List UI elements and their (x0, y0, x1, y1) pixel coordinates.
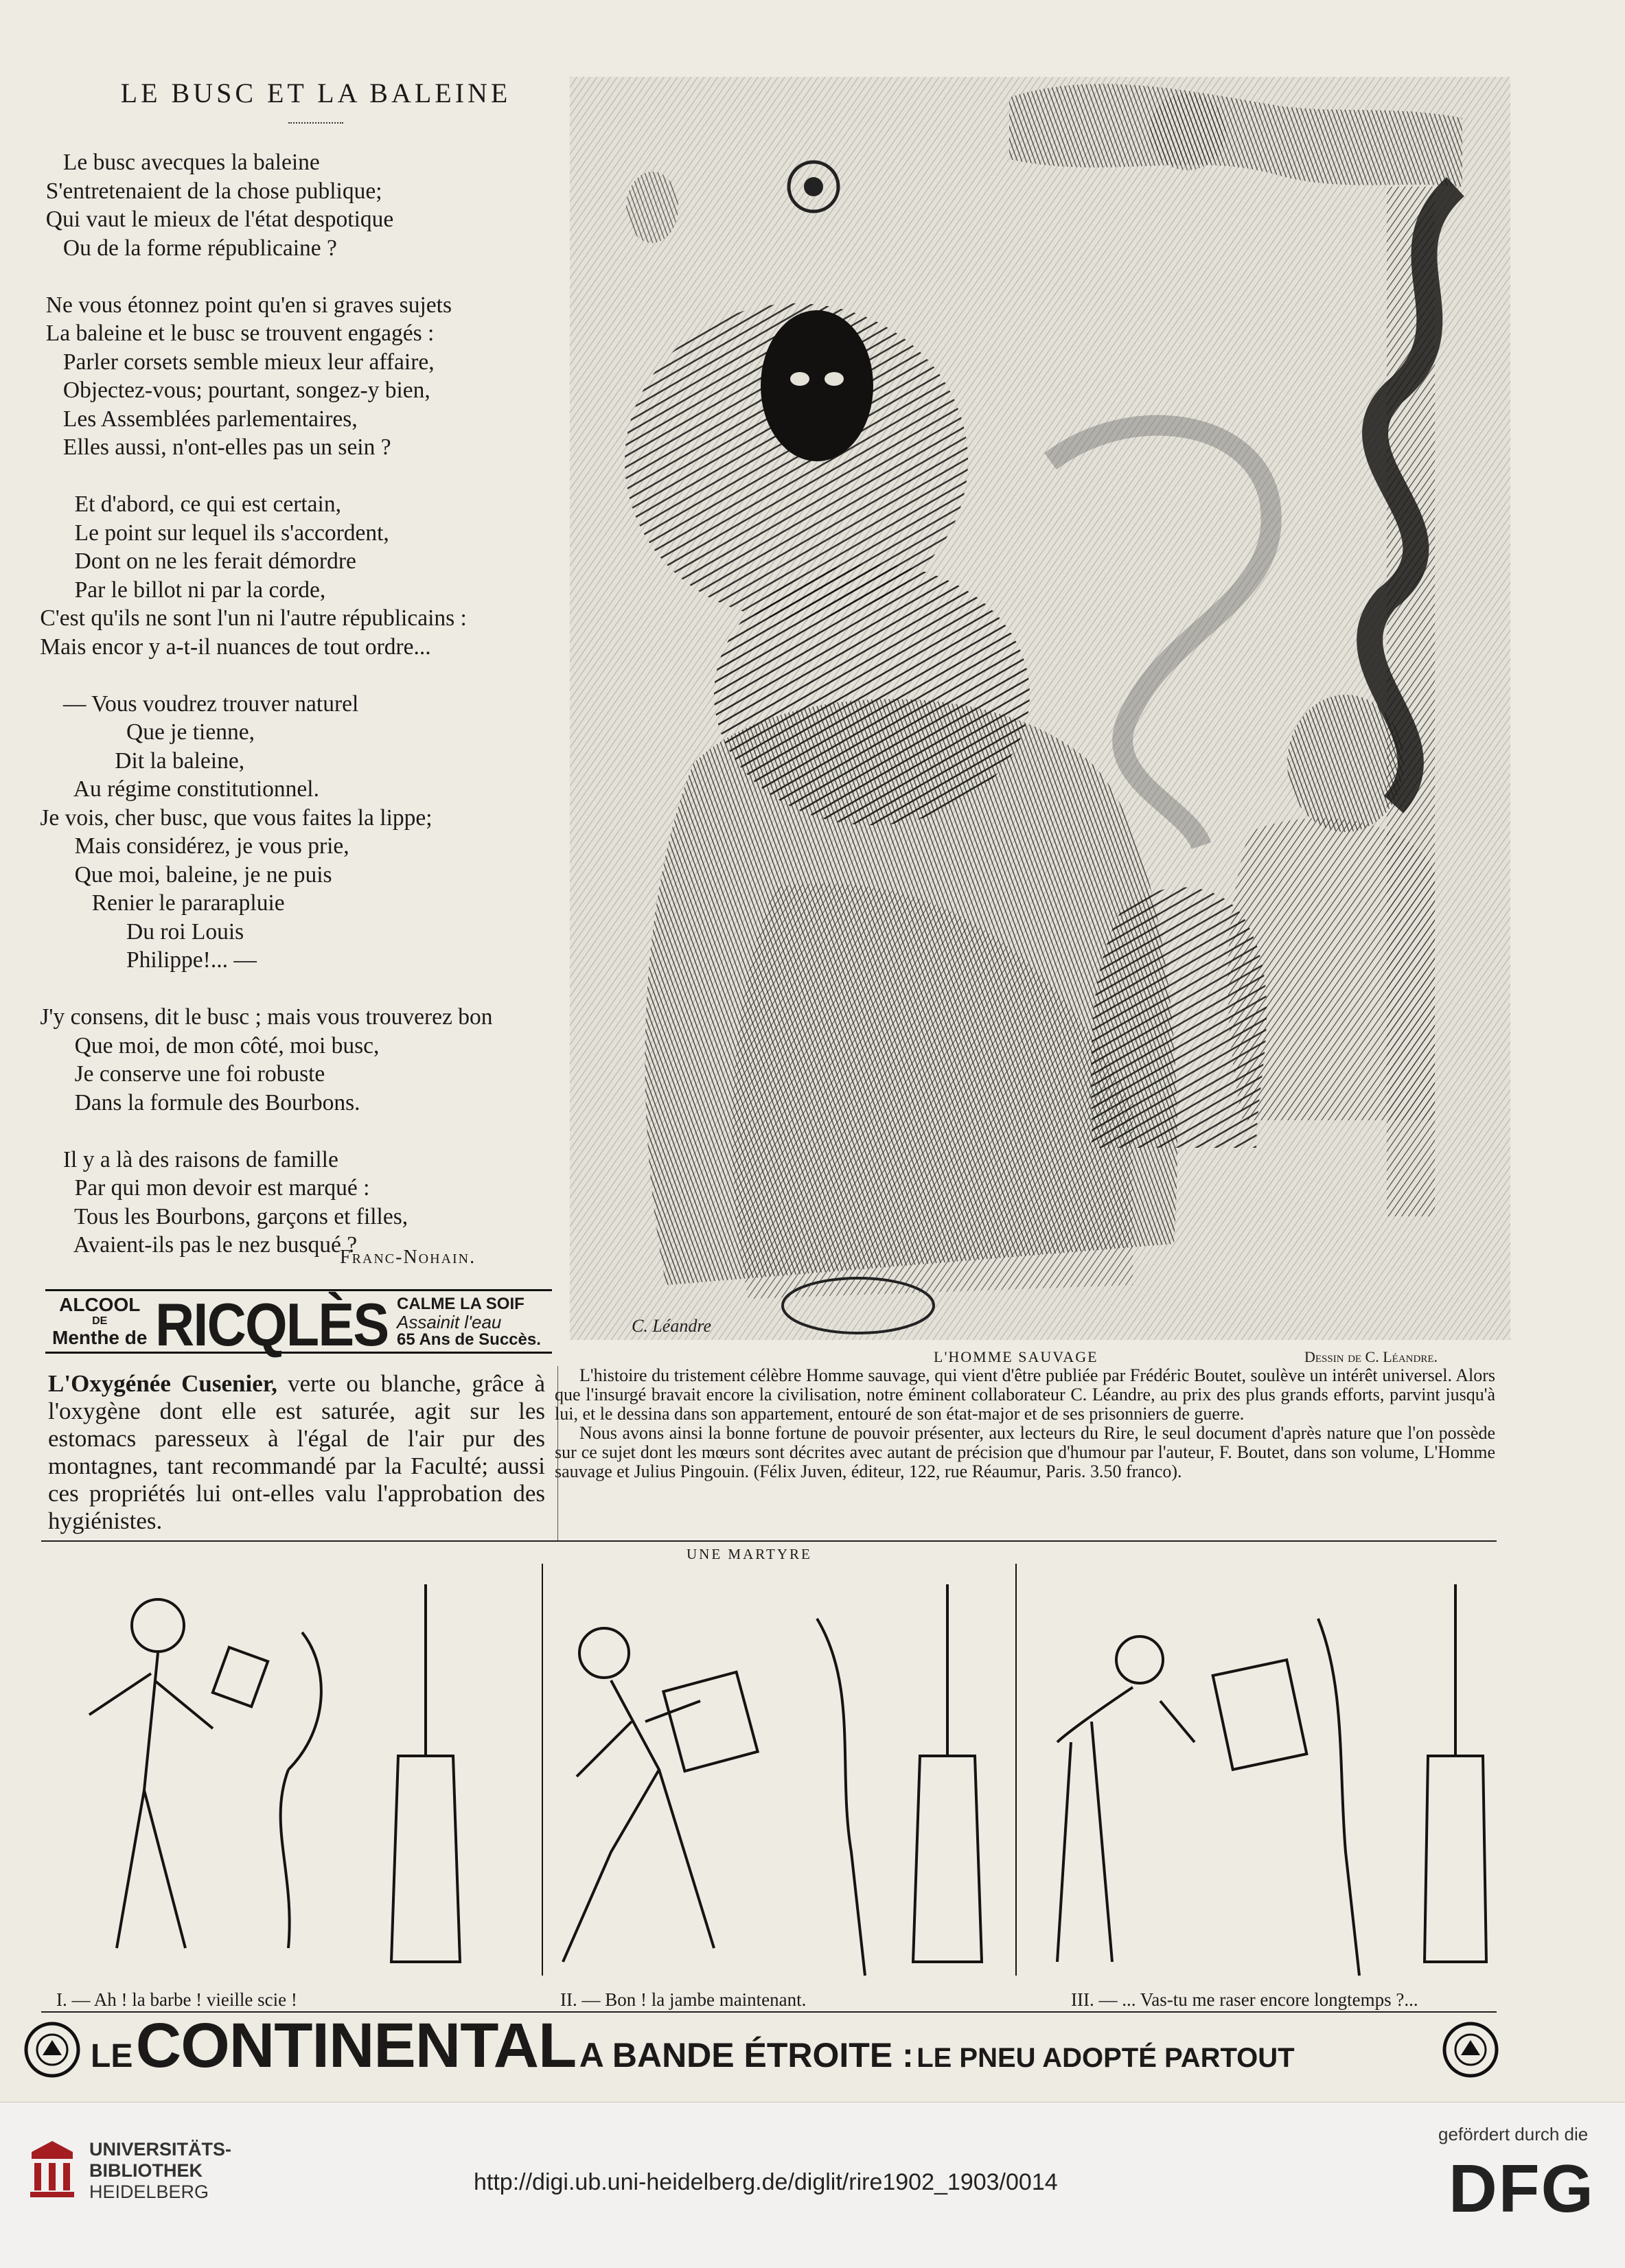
small-man-top (1149, 93, 1226, 170)
poem-line: Je conserve une foi robuste (34, 1061, 325, 1087)
poem-line: Par qui mon devoir est marqué : (34, 1175, 370, 1201)
poem-line: Qui vaut le mieux de l'état despotique (34, 207, 394, 232)
comic-panel-1 (89, 1584, 460, 1962)
poem-line: Dont on ne les ferait démordre (34, 548, 356, 574)
illustration-credit: Dessin de C. Léandre. (1304, 1348, 1438, 1365)
poem-line: Ou de la forme républicaine ? (34, 235, 337, 261)
poem-line: Tous les Bourbons, garçons et filles, (34, 1203, 408, 1229)
poem-line: J'y consens, dit le busc ; mais vous trouverez bon (34, 1004, 493, 1030)
poem-line: Mais considérez, je vous prie, (34, 833, 349, 859)
permalink-url[interactable]: http://digi.ub.uni-heidelberg.de/diglit/rire1902_1903/0014 (474, 2169, 1058, 2195)
poem-line: Par le billot ni par la corde, (34, 577, 326, 603)
poem-line: Objectez-vous; pourtant, songez-y bien, (34, 378, 430, 403)
homme-sauvage-illustration (570, 77, 1510, 1340)
title-ornament (288, 122, 343, 124)
library-name-line-1: UNIVERSITÄTS- (89, 2139, 232, 2160)
poem-line: La baleine et le busc se trouvent engagés : (34, 321, 435, 346)
ricqles-de: DE (92, 1315, 108, 1327)
comic-caption-3: III. — ... Vas-tu me raser encore longtemps ?... (1071, 1989, 1418, 2010)
old-man-head (1287, 695, 1404, 832)
comic-panel-2 (542, 1564, 982, 1976)
poem-line (34, 462, 584, 491)
comic-caption-2: II. — Bon ! la jambe maintenant. (560, 1989, 807, 2010)
ricqles-brand: RICQLÈS (155, 1291, 389, 1358)
section-divider (41, 1540, 1497, 1542)
poem-line: Philippe!... — (34, 947, 257, 973)
poem-line: S'entretenaient de la chose publique; (34, 178, 382, 204)
poem-line: Dit la baleine, (34, 748, 245, 774)
poem-line: Le busc avecques la baleine (34, 150, 320, 175)
creature (1091, 888, 1267, 1148)
poem-line: Au régime constitutionnel. (34, 776, 319, 802)
comic-title: UNE MARTYRE (687, 1546, 812, 1562)
ricqles-left-text (52, 1294, 148, 1348)
continental-middle: A BANDE ÉTROITE : (579, 2036, 914, 2074)
ricqles-alcool: ALCOOL (59, 1294, 141, 1315)
library-name (89, 2139, 231, 2203)
library-name-line-2: BIBLIOTHEK (89, 2160, 203, 2181)
illustration-caption (555, 1366, 1495, 1481)
caption-paragraph-1: L'histoire du tristement célèbre Homme sauvage, qui vient d'être publiée par Frédéric Boutet, soulève un intérêt universel. Alors que l'insurgé bravait encore la civilisation, notre éminent collaborateur C. Léandre, au prix des plus grands efforts, parvint jusqu'à lui, et le dessina dans son appartement, entouré de son état-major et de ses prisonniers de guerre. (555, 1365, 1495, 1424)
funded-by-label: gefördert durch die (1438, 2124, 1589, 2144)
poem-line: Que moi, de mon côté, moi busc, (34, 1032, 380, 1058)
oxygenee-text: verte ou blanche, grâce à l'oxygène dont elle est saturée, agit sur les estomacs paresseux à l'égal de l'air pur des montagnes, tant recommandé par la Faculté; aussi ces propriétés lui ont-elles valu l'approbation des hygiénistes. (48, 1370, 545, 1534)
ricqles-advertisement (45, 1289, 552, 1358)
poem-line (34, 661, 584, 690)
poem-line: Renier le pararapluie (34, 890, 285, 916)
poem-line: Du roi Louis (34, 918, 244, 945)
continental-logo-right (1442, 2021, 1499, 2079)
poem-line: Parler corsets semble mieux leur affaire, (34, 349, 435, 375)
continental-advertisement (91, 2010, 1295, 2082)
continental-logo-left (23, 2021, 81, 2079)
poem-line: Mais encor y a-t-il nuances de tout ordre... (34, 634, 431, 660)
continental-tail: LE PNEU ADOPTÉ PARTOUT (917, 2043, 1295, 2073)
library-name-line-3: HEIDELBERG (89, 2182, 209, 2202)
continental-brand: CONTINENTAL (135, 2011, 577, 2081)
poem-body (34, 148, 584, 1260)
comic-caption-1: I. — Ah ! la barbe ! vieille scie ! (56, 1989, 297, 2010)
poem-line: Avaient-ils pas le nez busqué ? (34, 1232, 358, 1258)
ricqles-assainit: Assainit l'eau (397, 1312, 502, 1332)
poem-line: Je vois, cher busc, que vous faites la lippe; (34, 805, 433, 831)
poem-line: Et d'abord, ce qui est certain, (34, 491, 341, 517)
poem-line: Il y a là des raisons de famille (34, 1146, 338, 1172)
poem-line: Que moi, baleine, je ne puis (34, 861, 332, 888)
illustration-title: L'HOMME SAUVAGE (934, 1348, 1098, 1365)
caption-paragraph-2: Nous avons ainsi la bonne fortune de pouvoir présenter, aux lecteurs du Rire, le seul document d'après nature que l'on possède sur ce sujet dont les mœurs sont décrites avec autant de précision que d'humour par l'auteur, F. Boutet, dans son volume, L'Homme sauvage et Julius Pingouin. (Félix Juven, éditeur, 122, rue Réaumur, Paris. 3.50 franco). (555, 1423, 1495, 1481)
comic-panel-3 (1016, 1564, 1486, 1976)
poem-line (34, 262, 584, 291)
poem-line: Que je tienne, (34, 719, 255, 745)
ricqles-succes: 65 Ans de Succès. (397, 1330, 541, 1349)
library-logo-icon (27, 2138, 77, 2199)
poem-line: Les Assemblées parlementaires, (34, 406, 358, 432)
poem-title: LE BUSC ET LA BALEINE (120, 78, 511, 108)
poem-line: Dans la formule des Bourbons. (34, 1089, 360, 1115)
ricqles-calme: CALME LA SOIF (397, 1295, 525, 1313)
hanging-fruit (626, 172, 678, 243)
poem-author: Franc-Nohain. (340, 1247, 476, 1268)
poem-line (34, 975, 584, 1004)
dfg-logo: DFG (1449, 2151, 1595, 2226)
ricqles-right-text (397, 1295, 541, 1349)
poem-line: Le point sur lequel ils s'accordent, (34, 520, 389, 546)
continental-le: LE (91, 2038, 133, 2074)
poem-line (34, 1117, 584, 1146)
oxygenee-lead: L'Oxygénée Cusenier, (48, 1370, 277, 1397)
ricqles-menthe: Menthe de (52, 1327, 148, 1348)
une-martyre-comic (41, 1564, 1490, 1989)
poem-line: — Vous voudrez trouver naturel (34, 691, 359, 717)
poem-line: C'est qu'ils ne sont l'un ni l'autre républicains : (34, 605, 467, 631)
poem-line: Ne vous étonnez point qu'en si graves sujets (34, 292, 452, 318)
artist-signature: C. Léandre (632, 1316, 712, 1336)
oxygenee-advertisement (48, 1370, 545, 1535)
poem-line: Elles aussi, n'ont-elles pas un sein ? (34, 435, 391, 460)
monkey-face (761, 310, 873, 461)
